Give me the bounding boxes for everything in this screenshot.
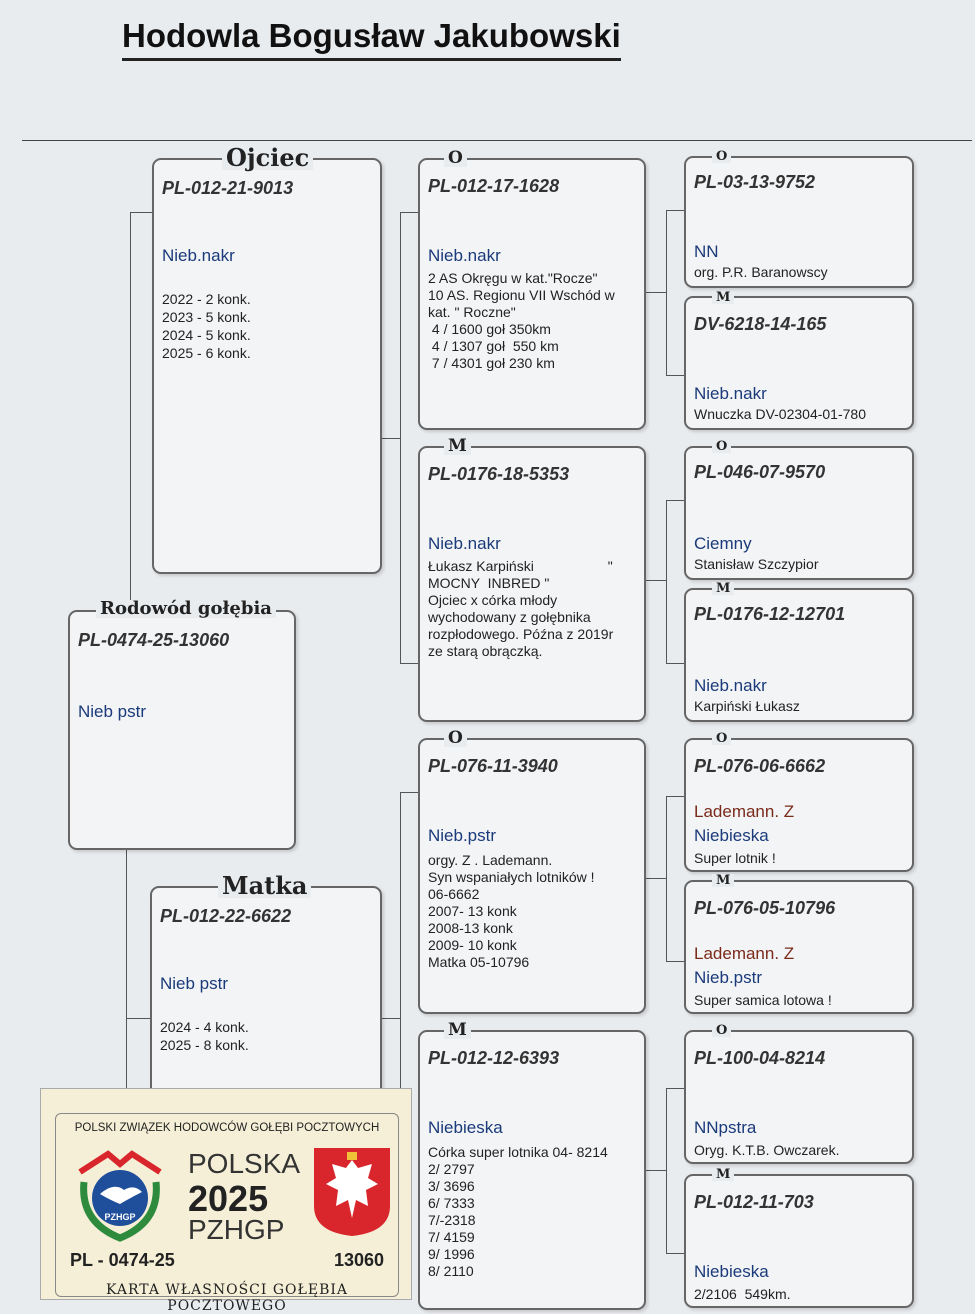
connector: [666, 1088, 684, 1254]
svg-text:PZHGP: PZHGP: [104, 1212, 136, 1222]
fff-label: O: [712, 150, 731, 163]
notes: Super lotnik !: [694, 850, 776, 866]
color: Nieb.nakr: [428, 246, 501, 265]
mother-card: [150, 886, 382, 1116]
ring-number: PL-100-04-8214: [694, 1048, 826, 1068]
mother-label: Matka: [218, 874, 311, 898]
notes: Super samica lotowa !: [694, 992, 832, 1008]
notes: 2/2106 549km.: [694, 1286, 791, 1302]
mmf-label: O: [712, 1024, 731, 1037]
ring-number: PL-076-05-10796: [694, 898, 836, 918]
subject-label: Rodowód gołębia: [96, 600, 276, 618]
ring-number: PL-012-12-6393: [428, 1048, 560, 1068]
connector: [126, 1018, 152, 1019]
country: POLSKA: [188, 1148, 301, 1179]
notes: org. P.R. Baranowscy: [694, 264, 828, 280]
union-name: POLSKI ZWIĄZEK HODOWCÓW GOŁĘBI POCZTOWYCH: [74, 1122, 380, 1134]
father-card: [152, 158, 382, 574]
ring-number: PL-012-21-9013: [162, 178, 294, 198]
page-title: Hodowla Bogusław Jakubowski: [122, 14, 621, 61]
ring-number: PL-03-13-9752: [694, 172, 816, 192]
ff-label: O: [444, 150, 467, 167]
connector: [382, 1018, 400, 1019]
connector: [666, 210, 684, 376]
card-number: 13060: [333, 1250, 384, 1270]
notes: 2 AS Okręgu w kat."Rocze" 10 AS. Regionu VII Wschód w kat. " Roczne" 4 / 1600 goł 350km 4 / 1307 goł 550 km 7 / 4301 goł 230 km: [428, 270, 615, 371]
color: Nieb pstr: [160, 974, 229, 993]
connector: [646, 878, 666, 879]
color: Niebieska: [694, 826, 769, 845]
card-footer: KARTA WŁASNOŚCI GOŁĘBIA POCZTOWEGO: [105, 1282, 349, 1314]
color: Nieb.pstr: [694, 968, 763, 987]
ring-number: PL-076-06-6662: [694, 756, 826, 776]
notes: 2024 - 4 konk. 2025 - 8 konk.: [160, 1019, 249, 1053]
mfm-card: [684, 880, 914, 1014]
connector: [382, 438, 400, 439]
fmf-card: [684, 446, 914, 580]
notes: Stanisław Szczypior: [694, 556, 819, 572]
fmm-label: M: [712, 582, 734, 595]
year: 2025: [188, 1178, 269, 1219]
ring-number: PL-0474-25-13060: [78, 630, 230, 650]
notes: Oryg. K.T.B. Owczarek.: [694, 1142, 840, 1158]
connector: [400, 212, 418, 664]
connector: [666, 500, 684, 664]
organization: PZHGP: [188, 1214, 285, 1245]
ring-number: DV-6218-14-165: [694, 314, 827, 334]
fm-label: M: [444, 438, 471, 455]
ring-number: PL-046-07-9570: [694, 462, 826, 482]
ring-number: PL-012-22-6622: [160, 906, 292, 926]
mfm-label: M: [712, 874, 734, 887]
pzhgp-logo-icon: [70, 1142, 170, 1242]
color: NNpstra: [694, 1118, 757, 1137]
card-ring-number: PL - 0474-25: [70, 1250, 175, 1270]
eagle-emblem-icon: [312, 1146, 392, 1238]
mf-card: [418, 738, 646, 1014]
mff-card: [684, 738, 914, 872]
mmm-card: [684, 1174, 914, 1308]
ffm-card: [684, 296, 914, 430]
ownership-card-frame: [55, 1113, 399, 1314]
fm-card: [418, 446, 646, 722]
notes: Karpiński Łukasz: [694, 698, 800, 714]
connector: [666, 796, 684, 962]
father-label: Ojciec: [222, 146, 313, 170]
fff-card: [684, 156, 914, 288]
ring-number: PL-076-11-3940: [428, 756, 558, 776]
ownership-card: [40, 1088, 412, 1314]
mm-label: M: [444, 1022, 471, 1039]
mf-label: O: [444, 730, 467, 747]
connector: [646, 292, 666, 293]
fmm-card: [684, 588, 914, 722]
color: Nieb.nakr: [162, 246, 235, 265]
color: Nieb pstr: [78, 702, 147, 721]
subject-card: [68, 610, 296, 850]
color: Niebieska: [694, 1262, 769, 1281]
notes: Łukasz Karpiński " MOCNY INBRED " Ojciec x córka młody wychodowany z gołębnika rozpłodowego. Późna z 2019r ze starą obrączką.: [428, 558, 614, 659]
breeder: Lademann. Z: [694, 944, 795, 963]
notes: Córka super lotnika 04- 8214 2/ 2797 3/ 3696 6/ 7333 7/-2318 7/ 4159 9/ 1996 8/ 2110: [428, 1144, 608, 1279]
ring-number: PL-0176-12-12701: [694, 604, 846, 624]
breeder: Lademann. Z: [694, 802, 795, 821]
fmf-label: O: [712, 440, 731, 453]
mmf-card: [684, 1030, 914, 1164]
color: NN: [694, 242, 719, 261]
connector: [126, 848, 152, 1108]
color: Ciemny: [694, 534, 752, 553]
connector: [646, 580, 666, 581]
color: Niebieska: [428, 1118, 503, 1137]
ring-number: PL-012-17-1628: [428, 176, 560, 196]
ring-number: PL-0176-18-5353: [428, 464, 570, 484]
mmm-label: M: [712, 1168, 734, 1181]
color: Nieb.nakr: [694, 676, 767, 695]
ring-number: PL-012-11-703: [694, 1192, 814, 1212]
ff-card: [418, 158, 646, 430]
notes: orgy. Z . Lademann. Syn wspaniałych lotników ! 06-6662 2007- 13 konk 2008-13 konk 2009- 10 konk Matka 05-10796: [428, 852, 595, 970]
connector: [646, 1170, 666, 1171]
ffm-label: M: [712, 291, 734, 304]
color: Nieb.nakr: [428, 534, 501, 553]
divider: [22, 140, 972, 141]
color: Nieb.pstr: [428, 826, 497, 845]
notes: Wnuczka DV-02304-01-780: [694, 406, 866, 422]
notes: 2022 - 2 konk. 2023 - 5 konk. 2024 - 5 konk. 2025 - 6 konk.: [162, 291, 251, 361]
mff-label: O: [712, 732, 731, 745]
color: Nieb.nakr: [694, 384, 767, 403]
mm-card: [418, 1030, 646, 1310]
